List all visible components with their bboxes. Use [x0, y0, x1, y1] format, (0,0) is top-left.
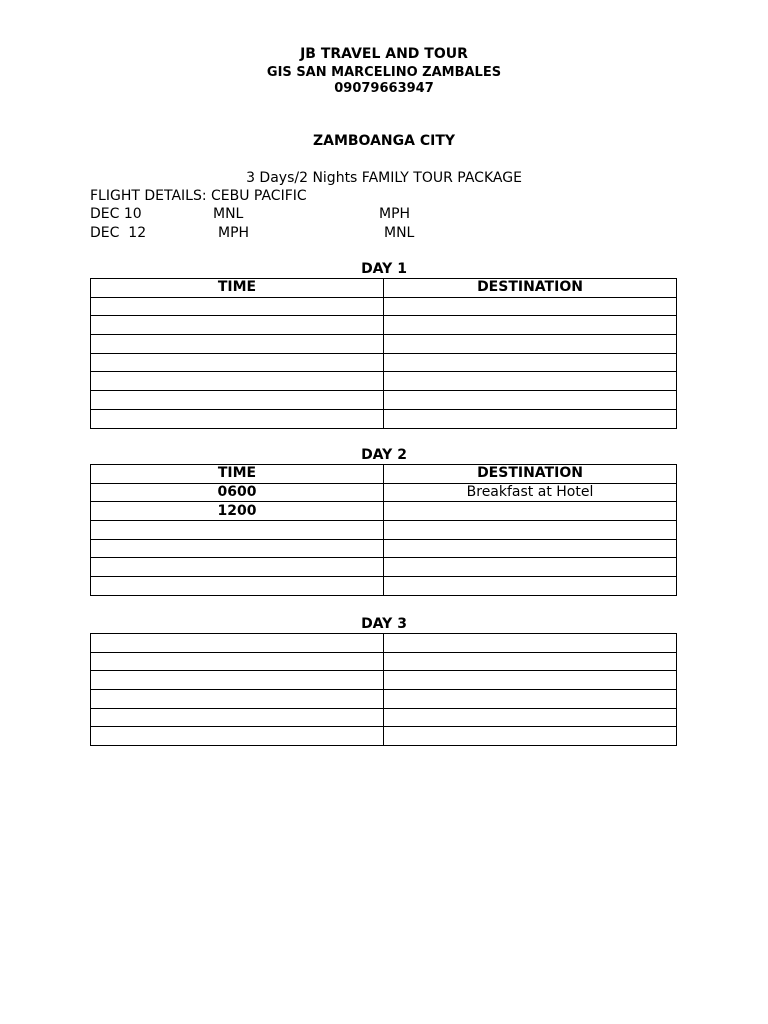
table-row	[91, 521, 677, 540]
flight-date: DEC 12	[90, 225, 147, 241]
table-row	[91, 297, 677, 316]
time-cell	[91, 372, 384, 391]
package-title: 3 Days/2 Nights FAMILY TOUR PACKAGE	[246, 170, 522, 186]
flight-leg	[90, 225, 490, 245]
table-row	[91, 353, 677, 372]
flight-origin: MNL	[213, 206, 244, 222]
day-3-heading: DAY 3	[361, 616, 407, 632]
company-name: JB TRAVEL AND TOUR	[300, 46, 468, 62]
destination-header: DESTINATION	[384, 465, 677, 484]
time-cell	[91, 409, 384, 428]
destination-cell	[384, 634, 677, 653]
company-phone: 09079663947	[334, 81, 434, 96]
table-row	[91, 539, 677, 558]
destination-cell	[384, 521, 677, 540]
table-row	[91, 372, 677, 391]
table-header-row	[91, 465, 677, 484]
flight-destination: MNL	[384, 225, 415, 241]
time-cell	[91, 297, 384, 316]
time-header: TIME	[91, 465, 384, 484]
time-cell	[91, 652, 384, 671]
time-cell	[91, 335, 384, 354]
time-cell	[91, 577, 384, 596]
table-row	[91, 558, 677, 577]
day-2-table	[90, 464, 677, 596]
table-row	[91, 671, 677, 690]
flight-destination: MPH	[379, 206, 411, 222]
time-cell	[91, 558, 384, 577]
time-cell	[91, 634, 384, 653]
destination-cell	[384, 335, 677, 354]
time-cell	[91, 353, 384, 372]
day-1-heading: DAY 1	[361, 261, 407, 277]
table-row	[91, 335, 677, 354]
destination-cell	[384, 727, 677, 746]
destination-cell	[384, 409, 677, 428]
destination-cell	[384, 652, 677, 671]
time-header: TIME	[91, 279, 384, 298]
destination-cell	[384, 690, 677, 709]
day-2-heading: DAY 2	[361, 447, 407, 463]
table-row	[91, 316, 677, 335]
destination-cell	[384, 708, 677, 727]
time-cell	[91, 521, 384, 540]
time-cell: 0600	[91, 483, 384, 502]
day-3-table	[90, 633, 677, 746]
time-cell: 1200	[91, 502, 384, 521]
destination-cell	[384, 372, 677, 391]
table-row	[91, 708, 677, 727]
destination-cell	[384, 671, 677, 690]
destination-cell	[384, 577, 677, 596]
destination-header: DESTINATION	[384, 279, 677, 298]
destination-cell	[384, 353, 677, 372]
flight-date: DEC 10	[90, 206, 142, 222]
destination-cell	[384, 502, 677, 521]
time-cell	[91, 727, 384, 746]
table-row	[91, 409, 677, 428]
time-cell	[91, 671, 384, 690]
table-header-row	[91, 279, 677, 298]
table-row	[91, 727, 677, 746]
company-address: GIS SAN MARCELINO ZAMBALES	[266, 65, 502, 80]
time-cell	[91, 690, 384, 709]
table-row	[91, 483, 677, 502]
time-cell	[91, 539, 384, 558]
destination-cell: Breakfast at Hotel	[384, 483, 677, 502]
table-row	[91, 577, 677, 596]
destination-cell	[384, 297, 677, 316]
time-cell	[91, 316, 384, 335]
table-row	[91, 652, 677, 671]
time-cell	[91, 391, 384, 410]
day-1-table	[90, 278, 677, 429]
destination-cell	[384, 558, 677, 577]
flight-details: FLIGHT DETAILS: CEBU PACIFIC	[90, 188, 307, 204]
time-cell	[91, 708, 384, 727]
destination-cell	[384, 539, 677, 558]
destination-cell	[384, 316, 677, 335]
flight-leg	[90, 206, 490, 226]
table-row	[91, 634, 677, 653]
table-row	[91, 690, 677, 709]
table-row	[91, 502, 677, 521]
flight-origin: MPH	[218, 225, 250, 241]
destination-city: ZAMBOANGA CITY	[312, 133, 456, 149]
destination-cell	[384, 391, 677, 410]
table-row	[91, 391, 677, 410]
